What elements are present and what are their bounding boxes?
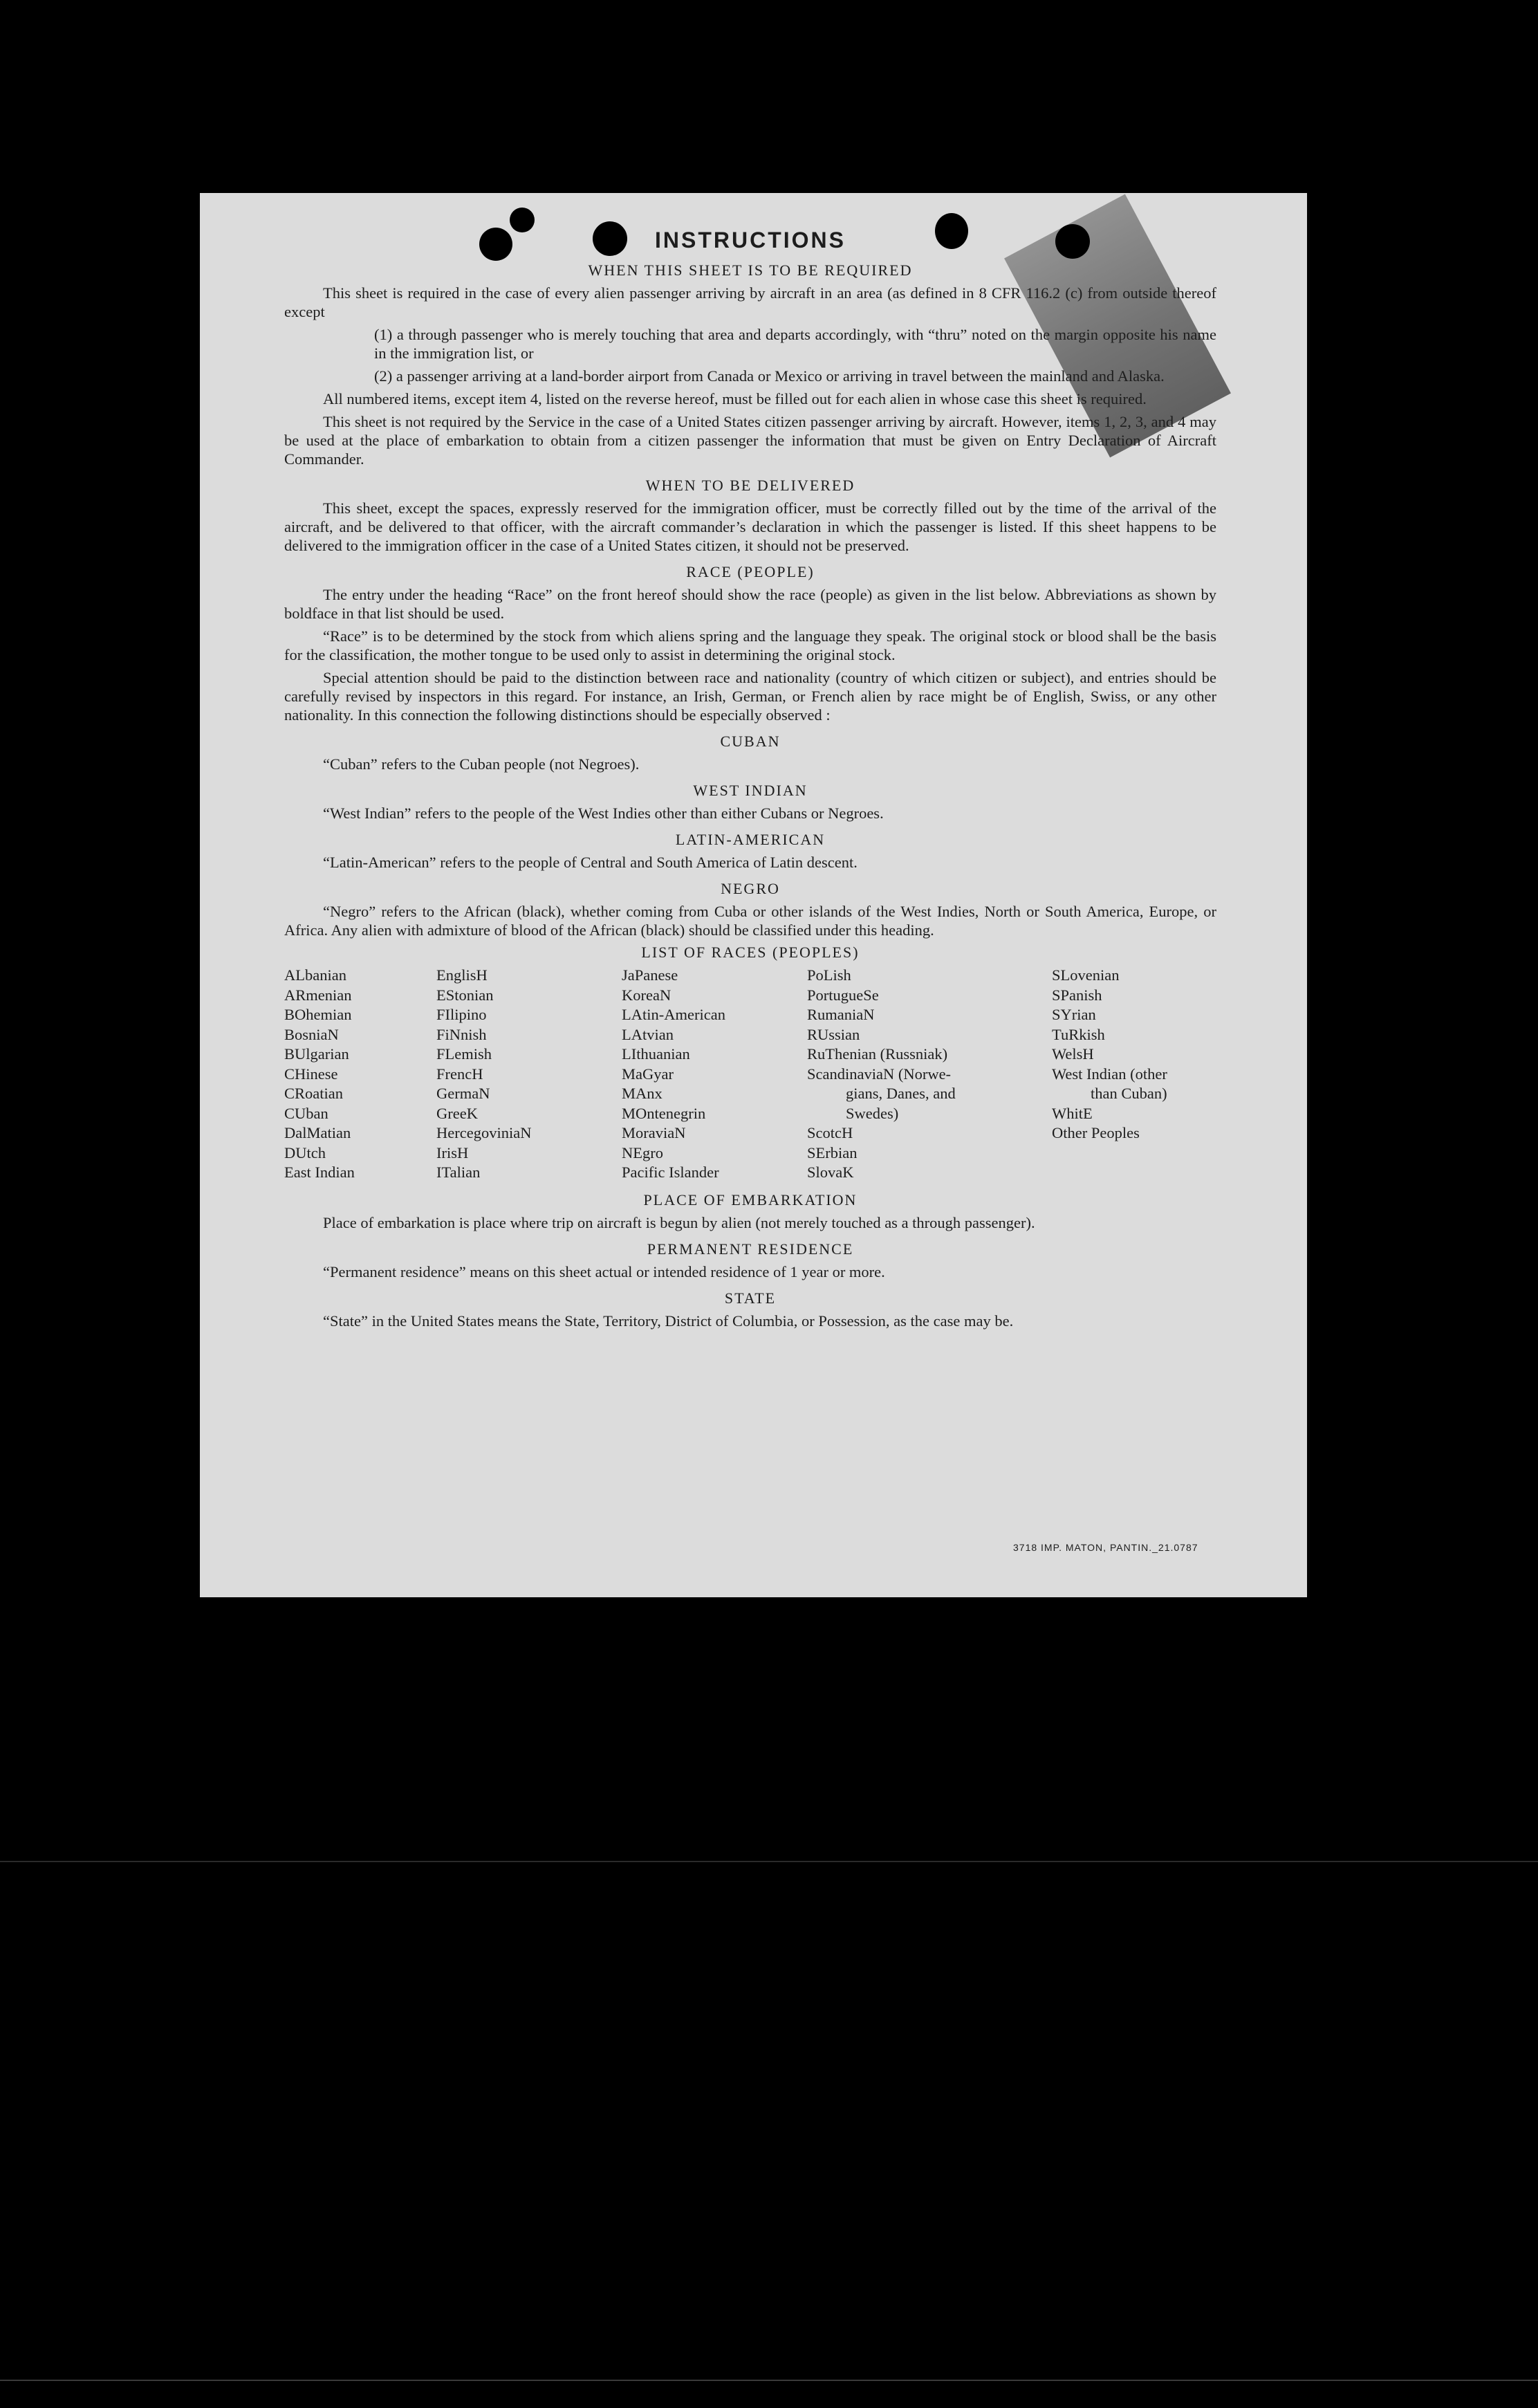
race-entry: FiNnish (436, 1025, 487, 1043)
race-entry: KoreaN (622, 986, 671, 1004)
section-heading-negro: NEGRO (721, 880, 780, 897)
race-entry: CRoatian (284, 1085, 343, 1102)
race-entry: ALbanian (284, 966, 346, 984)
race-entry: gians, Danes, and (846, 1085, 956, 1102)
race-entry: LAtin-American (622, 1006, 725, 1023)
race-entry: Swedes) (846, 1104, 899, 1122)
races-table (284, 966, 1216, 1183)
race-entry: Other Peoples (1052, 1124, 1140, 1141)
instruction-sheet (200, 193, 1307, 1597)
race-entry: than Cuban) (1091, 1085, 1167, 1102)
race-entry: BOhemian (284, 1006, 352, 1023)
section-heading-state: STATE (724, 1289, 777, 1307)
race-entry: CHinese (284, 1065, 338, 1083)
race-entry: SErbian (807, 1143, 858, 1161)
paragraph-state: “State” in the United States means the State, Territory, District of Columbia, or Possession, as the case may be. (323, 1312, 1014, 1330)
race-entry: EnglisH (436, 966, 488, 984)
race-entry: IrisH (436, 1143, 469, 1161)
race-entry: DUtch (284, 1143, 326, 1161)
race-entry: West Indian (other (1052, 1065, 1167, 1083)
section-heading-latin-american: LATIN-AMERICAN (675, 831, 826, 848)
race-entry: RumaniaN (807, 1006, 875, 1023)
race-entry: MoraviaN (622, 1124, 686, 1141)
race-entry: LAtvian (622, 1025, 674, 1043)
section-heading-race: RACE (PEOPLE) (686, 563, 815, 580)
race-entry: PortugueSe (807, 986, 879, 1004)
race-entry: FLemish (436, 1045, 492, 1063)
races-column (622, 966, 807, 1183)
race-entry: WelsH (1052, 1045, 1094, 1063)
paragraph-cuban: “Cuban” refers to the Cuban people (not Negroes). (323, 755, 640, 773)
section-heading-cuban: CUBAN (720, 733, 781, 750)
race-entry: CUban (284, 1104, 328, 1122)
paragraph-latin-american: “Latin-American” refers to the people of Central and South America of Latin descent. (323, 854, 858, 871)
paragraph-race-nationality: Special attention should be paid to the distinction between race and nationality (country of which citizen or subject), and entries should be carefully revised by inspectors in this regard. For instance, an Irish, German, or French alien by race might be of English, Swiss, or any other nationality. In this connection the following distinctions should be especially observed : (284, 669, 1216, 724)
race-entry: SlovaK (807, 1164, 854, 1181)
list-item-through-passenger: (1) a through passenger who is merely touching that area and departs accordingly, with “thru” noted on the margin opposite his name in the immigration list, or (374, 326, 1216, 362)
race-entry: East Indian (284, 1164, 355, 1181)
race-entry: MaGyar (622, 1065, 674, 1083)
race-entry: FIlipino (436, 1006, 487, 1023)
races-column (284, 966, 436, 1183)
section-heading-when-required: WHEN THIS SHEET IS TO BE REQUIRED (588, 261, 913, 279)
race-entry: SLovenian (1052, 966, 1120, 984)
race-entry: FrencH (436, 1065, 483, 1083)
paragraph-race-stock: “Race” is to be determined by the stock from which aliens spring and the language they speak. The original stock or blood shall be the basis for the classification, the mother tongue to be used only to assist in determining the original stock. (284, 627, 1216, 663)
race-entry: EStonian (436, 986, 494, 1004)
race-entry: LIthuanian (622, 1045, 690, 1063)
paragraph-required: This sheet is required in the case of every alien passenger arriving by aircraft in an area (as defined in 8 CFR 116.2 (c) from outside thereof except (284, 284, 1216, 320)
paragraph-numbered-items: All numbered items, except item 4, listed on the reverse hereof, must be filled out for each alien in whose case this sheet is required. (323, 390, 1147, 407)
printer-mark: 3718 IMP. MATON, PANTIN._21.0787 (1013, 1542, 1198, 1553)
race-entry: MAnx (622, 1085, 663, 1102)
race-entry: SYrian (1052, 1006, 1096, 1023)
races-column (1052, 966, 1216, 1183)
page-title: INSTRUCTIONS (655, 228, 846, 252)
race-entry: ITalian (436, 1164, 481, 1181)
race-entry: JaPanese (622, 966, 678, 984)
race-entry: GreeK (436, 1104, 478, 1122)
race-entry: ScandinaviaN (Norwe- (807, 1065, 952, 1083)
section-heading-when-delivered: WHEN TO BE DELIVERED (645, 477, 855, 494)
race-entry: MOntenegrin (622, 1104, 706, 1122)
paragraph-negro: “Negro” refers to the African (black), whether coming from Cuba or other islands of the West Indies, North or South America, Europe, or Africa. Any alien with admixture of blood of the African (black) should be classified under this heading. (284, 903, 1216, 939)
races-column (436, 966, 622, 1183)
paragraph-permanent-residence: “Permanent residence” means on this sheet actual or intended residence of 1 year or more. (323, 1262, 885, 1280)
race-entry: Pacific Islander (622, 1164, 719, 1181)
race-entry: BosniaN (284, 1025, 339, 1043)
race-entry: RUssian (807, 1025, 860, 1043)
race-entry: HercegoviniaN (436, 1124, 532, 1141)
list-item-land-border: (2) a passenger arriving at a land-border airport from Canada or Mexico or arriving in travel between the mainland and Alaska. (374, 367, 1165, 385)
paragraph-delivered: This sheet, except the spaces, expressly reserved for the immigration officer, must be correctly filled out by the time of the arrival of the aircraft, and be delivered to that officer, with the aircraft commander’s declaration in which the passenger is listed. If this sheet happens to be delivered to the immigration officer in the case of a United States citizen, it should not be preserved. (284, 499, 1216, 554)
paragraph-embarkation: Place of embarkation is place where trip on aircraft is begun by alien (not merely touched as a through passenger). (323, 1213, 1035, 1231)
race-entry: WhitE (1052, 1104, 1093, 1122)
race-entry: BUlgarian (284, 1045, 349, 1063)
section-heading-permanent-residence: PERMANENT RESIDENCE (647, 1240, 854, 1258)
race-entry: TuRkish (1052, 1025, 1105, 1043)
race-entry: SPanish (1052, 986, 1102, 1004)
race-entry: DalMatian (284, 1124, 351, 1141)
paragraph-race-entry: The entry under the heading “Race” on the front hereof should show the race (people) as given in the list below. Abbreviations as shown by boldface in that list should be used. (284, 586, 1216, 622)
paragraph-not-required: This sheet is not required by the Service in the case of a United States citizen passenger arriving by aircraft. However, items 1, 2, 3, and 4 may be used at the place of embarkation to obtain from a citizen passenger the information that must be given on Entry Declaration of Aircraft Commander. (284, 413, 1216, 468)
section-heading-list-of-races: LIST OF RACES (PEOPLES) (641, 944, 860, 961)
race-entry: RuThenian (Russniak) (807, 1045, 948, 1063)
document-body (284, 228, 1216, 1334)
races-column (807, 966, 1052, 1183)
race-entry: PoLish (807, 966, 851, 984)
section-heading-west-indian: WEST INDIAN (693, 782, 808, 799)
race-entry: NEgro (622, 1143, 663, 1161)
race-entry: ARmenian (284, 986, 352, 1004)
race-entry: GermaN (436, 1085, 490, 1102)
section-heading-embarkation: PLACE OF EMBARKATION (643, 1191, 858, 1208)
race-entry: ScotcH (807, 1124, 853, 1141)
paragraph-west-indian: “West Indian” refers to the people of the West Indies other than either Cubans or Negroes. (323, 805, 884, 822)
